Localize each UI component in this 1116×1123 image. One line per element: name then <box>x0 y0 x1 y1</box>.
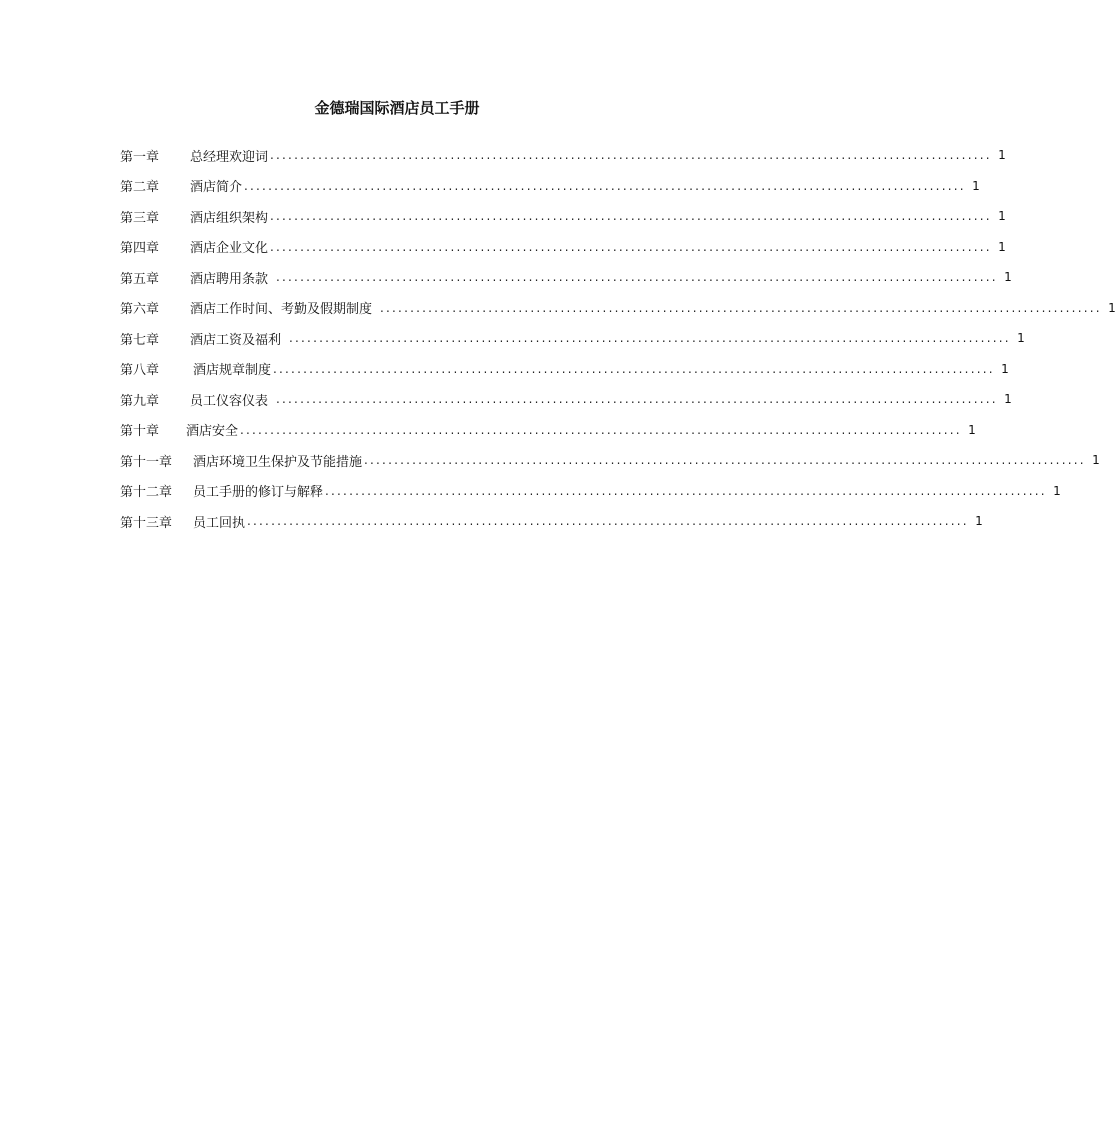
toc-page-number: 1 <box>1108 300 1116 315</box>
toc-dot-leader: ........................................................................................................................ <box>276 392 998 407</box>
toc-entry[interactable] <box>120 293 1116 324</box>
toc-entry[interactable] <box>120 476 1061 507</box>
toc-dot-leader: ........................................................................................................................ <box>247 514 969 529</box>
toc-page-number: 1 <box>1004 392 1012 407</box>
toc-chapter-title: 酒店工作时间、考勤及假期制度 <box>190 302 373 318</box>
toc-chapter-title: 酒店规章制度 <box>193 363 272 379</box>
table-of-contents <box>120 140 1116 537</box>
toc-entry[interactable] <box>120 445 1100 476</box>
toc-dot-leader: ........................................................................................................................ <box>270 239 992 254</box>
toc-dot-leader: ........................................................................................................................ <box>380 300 1102 315</box>
toc-entry[interactable] <box>120 262 1012 293</box>
toc-page-number: 1 <box>968 422 976 437</box>
toc-page-number: 1 <box>1001 361 1009 376</box>
toc-entry[interactable] <box>120 232 1006 263</box>
toc-dot-leader: ........................................................................................................................ <box>276 270 998 285</box>
toc-chapter-number: 第二章 <box>120 180 160 196</box>
toc-page-number: 1 <box>1004 270 1012 285</box>
toc-chapter-title: 酒店组织架构 <box>190 210 269 226</box>
toc-page-number: 1 <box>1017 331 1025 346</box>
toc-dot-leader: ........................................................................................................................ <box>289 331 1011 346</box>
toc-page-number: 1 <box>998 209 1006 224</box>
document-title: 金德瑞国际酒店员工手册 <box>314 99 480 117</box>
toc-chapter-title: 员工手册的修订与解释 <box>193 485 324 501</box>
toc-chapter-title: 酒店简介 <box>190 180 243 196</box>
toc-entry[interactable] <box>120 323 1025 354</box>
toc-dot-leader: ........................................................................................................................ <box>270 209 992 224</box>
toc-dot-leader: ........................................................................................................................ <box>273 361 995 376</box>
toc-chapter-title: 酒店聘用条款 <box>190 271 269 287</box>
toc-chapter-title: 员工回执 <box>193 515 246 531</box>
toc-page-number: 1 <box>1053 483 1061 498</box>
toc-entry[interactable] <box>120 384 1012 415</box>
toc-chapter-number: 第三章 <box>120 210 160 226</box>
toc-chapter-number: 第十一章 <box>120 454 173 470</box>
toc-entry[interactable] <box>120 506 983 537</box>
toc-dot-leader: ........................................................................................................................ <box>240 422 962 437</box>
toc-chapter-number: 第十三章 <box>120 515 173 531</box>
toc-chapter-title: 酒店安全 <box>186 424 239 440</box>
toc-entry[interactable] <box>120 354 1009 385</box>
toc-dot-leader: ........................................................................................................................ <box>364 453 1086 468</box>
toc-page-number: 1 <box>998 148 1006 163</box>
toc-entry[interactable] <box>120 201 1006 232</box>
toc-page-number: 1 <box>975 514 983 529</box>
toc-page-number: 1 <box>998 239 1006 254</box>
toc-chapter-title: 员工仪容仪表 <box>190 393 269 409</box>
toc-chapter-number: 第八章 <box>120 363 160 379</box>
toc-chapter-number: 第十二章 <box>120 485 173 501</box>
toc-page-number: 1 <box>1092 453 1100 468</box>
toc-chapter-title: 酒店工资及福利 <box>190 332 282 348</box>
toc-chapter-number: 第五章 <box>120 271 160 287</box>
toc-chapter-number: 第十章 <box>120 424 160 440</box>
toc-entry[interactable] <box>120 415 976 446</box>
toc-chapter-title: 酒店企业文化 <box>190 241 269 257</box>
toc-chapter-title: 酒店环境卫生保护及节能措施 <box>193 454 363 470</box>
toc-chapter-number: 第七章 <box>120 332 160 348</box>
toc-chapter-title: 总经理欢迎词 <box>190 149 269 165</box>
toc-chapter-number: 第九章 <box>120 393 160 409</box>
toc-page-number: 1 <box>972 178 980 193</box>
toc-entry[interactable] <box>120 140 1006 171</box>
toc-dot-leader: ........................................................................................................................ <box>325 483 1047 498</box>
toc-chapter-number: 第六章 <box>120 302 160 318</box>
toc-entry[interactable] <box>120 171 980 202</box>
toc-dot-leader: ........................................................................................................................ <box>270 148 992 163</box>
toc-chapter-number: 第四章 <box>120 241 160 257</box>
toc-dot-leader: ........................................................................................................................ <box>244 178 966 193</box>
toc-chapter-number: 第一章 <box>120 149 160 165</box>
